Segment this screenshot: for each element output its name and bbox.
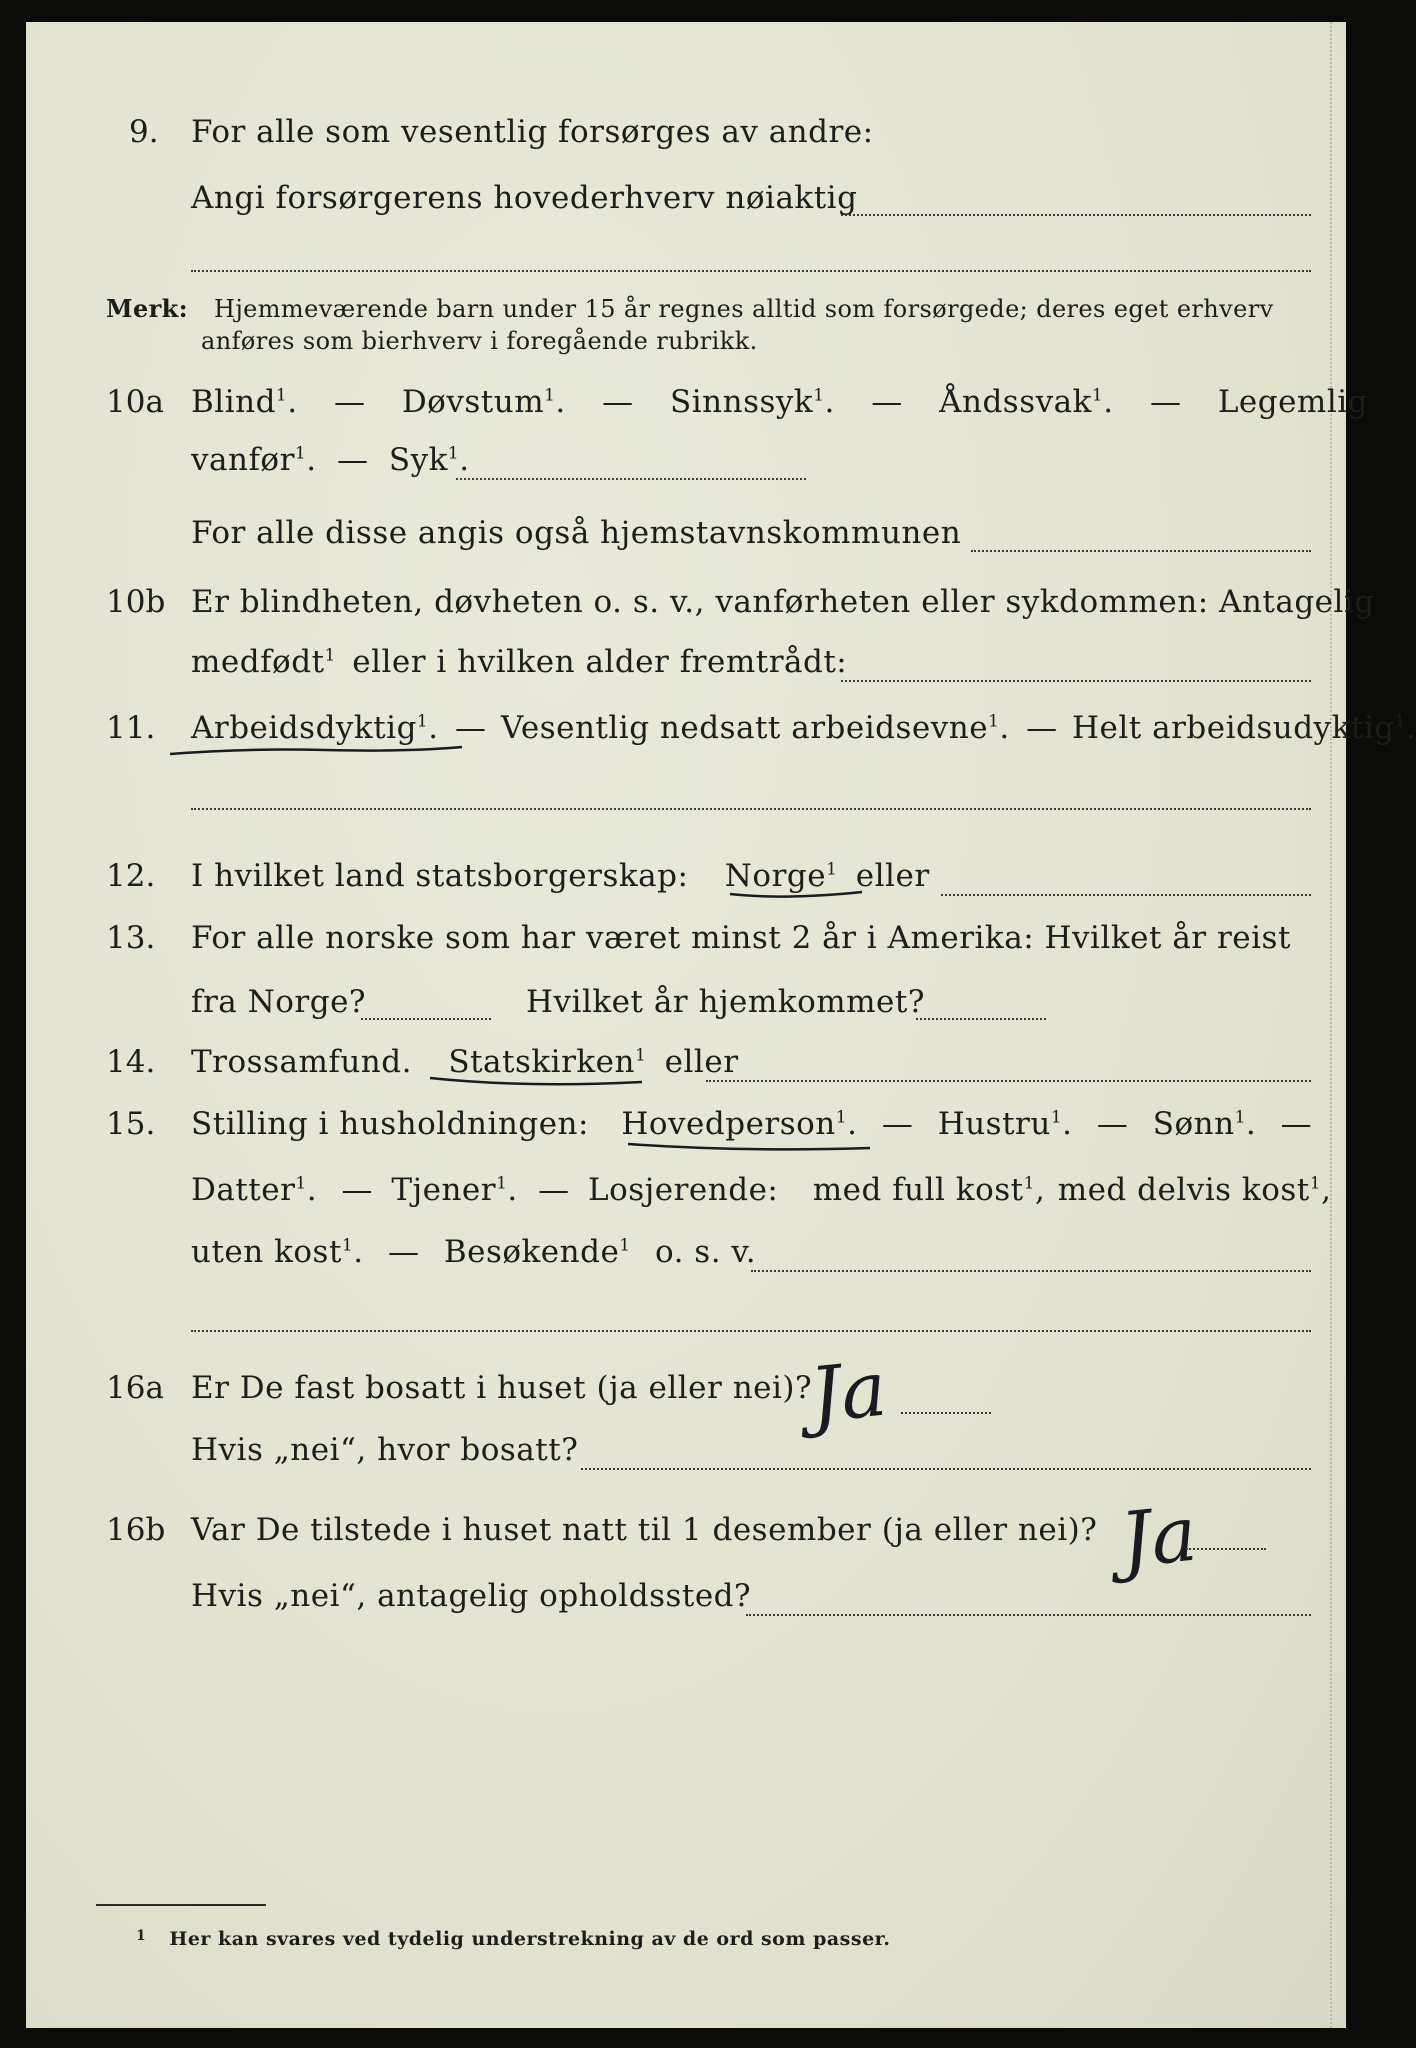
- q15-number: 15.: [106, 1106, 156, 1142]
- dash: —: [602, 384, 634, 420]
- q15-text: Stilling i husholdningen:: [191, 1106, 589, 1142]
- q12-answer-line[interactable]: [941, 894, 1311, 896]
- opt-delvis-kost[interactable]: med delvis kost: [1057, 1172, 1310, 1208]
- q15-answer-line-2[interactable]: [191, 1330, 1311, 1332]
- q9-line1: For alle som vesentlig forsørges av andre:: [191, 114, 874, 150]
- sup: 1: [619, 1235, 631, 1256]
- q10b-number: 10b: [106, 584, 166, 620]
- q14-handwritten-underline: [426, 1072, 646, 1094]
- opt-dovstum[interactable]: Døvstum: [401, 384, 545, 420]
- q12-handwritten-underline: [726, 884, 866, 904]
- q16b-answer-line[interactable]: [1186, 1548, 1266, 1550]
- q12-eller: eller: [855, 858, 930, 894]
- sup: 1: [988, 711, 1000, 732]
- dash: —: [1096, 1106, 1129, 1142]
- dash: —: [387, 1234, 420, 1270]
- opt-hovedperson[interactable]: Hovedperson: [621, 1106, 836, 1142]
- dash: —: [336, 442, 369, 478]
- footnote-text: Her kan svares ved tydelig understrekning av de ord som passer.: [169, 1928, 891, 1950]
- census-form-page: [26, 22, 1416, 2028]
- sup: 1: [544, 385, 556, 406]
- q13-line1: For alle norske som har været minst 2 år i Amerika: Hvilket år reist: [191, 920, 1291, 956]
- q14-eller: eller: [664, 1044, 739, 1080]
- dash: —: [333, 384, 366, 420]
- opt-tjener[interactable]: Tjener: [391, 1172, 497, 1208]
- q15-line1: Stilling i husholdningen: Hovedperson$^1$. — Hustru$^1$. — Sønn$^1$. —: [191, 1106, 1313, 1142]
- q9-answer-line[interactable]: [841, 214, 1311, 216]
- q12-text: I hvilket land statsborgerskap:: [191, 858, 689, 894]
- dash: —: [881, 1106, 914, 1142]
- q11-number: 11.: [106, 710, 156, 746]
- dash: —: [871, 384, 903, 420]
- footnote-rule: [96, 1904, 266, 1906]
- q10a-kommune-line[interactable]: [971, 550, 1311, 552]
- merk-text1: Hjemmeværende barn under 15 år regnes alltid som forsørgede; deres eget erhverv: [214, 295, 1274, 323]
- q16a-line2: Hvis „nei“, hvor bosatt?: [191, 1432, 579, 1468]
- opt-vesentlig-nedsatt[interactable]: Vesentlig nedsatt arbeidsevne: [500, 710, 989, 746]
- q11-line1: Arbeidsdyktig$^1$. — Vesentlig nedsatt arbeidsevne$^1$. — Helt arbeidsudyktig$^1$.: [191, 710, 1416, 746]
- q15-line2: Datter$^1$. — Tjener$^1$. — Losjerende: med full kost$^1$, med delvis kost$^1$,: [191, 1172, 1332, 1208]
- q16a-line1: Er De fast bosatt i huset (ja eller nei)?: [191, 1370, 813, 1406]
- opt-syk[interactable]: Syk: [388, 442, 448, 478]
- q16b-answer-text: Ja: [1116, 1488, 1201, 1586]
- dash: —: [538, 1172, 570, 1208]
- dash: —: [1026, 710, 1058, 746]
- sup: 1: [835, 1107, 848, 1128]
- sup: 1: [341, 1235, 354, 1256]
- opt-norge[interactable]: Norge: [724, 858, 827, 894]
- sup: 1: [416, 711, 429, 732]
- footnote-mark: 1: [136, 1928, 147, 1944]
- q9-number: 9.: [129, 114, 159, 150]
- dash: —: [1280, 1106, 1313, 1142]
- q10b-line2: [191, 644, 847, 680]
- opt-andssvak[interactable]: Åndssvak: [939, 384, 1092, 420]
- opt-sinnssyk[interactable]: Sinnssyk: [670, 384, 814, 420]
- sup: 1: [1309, 1173, 1322, 1194]
- opt-medfodt[interactable]: medfødt: [191, 644, 325, 680]
- q16a-number: 16a: [106, 1370, 164, 1406]
- q16a-handwritten-answer: [801, 1328, 911, 1458]
- opt-helt-arbeidsudyktig[interactable]: Helt arbeidsudyktig: [1071, 710, 1395, 746]
- q15-losjerende: Losjerende:: [588, 1172, 779, 1208]
- q10a-line2: vanfør$^1$. — Syk$^1$.: [191, 442, 470, 478]
- q13-fra-norge: fra Norge?: [191, 984, 367, 1020]
- q15-answer-line[interactable]: [751, 1270, 1311, 1272]
- merk-note-line2: anføres som bierhverv i foregående rubrikk.: [201, 327, 758, 355]
- q10b-line1: Er blindheten, døvheten o. s. v., vanførheten eller sykdommen: Antagelig: [191, 584, 1375, 620]
- q13-number: 13.: [106, 920, 156, 956]
- sup: 1: [826, 859, 838, 880]
- q9-answer-line-2[interactable]: [191, 270, 1311, 272]
- q13-hjem-line[interactable]: [916, 1018, 1046, 1020]
- q16a-answer-text: Ja: [805, 1343, 891, 1440]
- dash: —: [1149, 384, 1182, 420]
- q12-number: 12.: [106, 858, 156, 894]
- merk-label: Merk:: [106, 294, 188, 323]
- opt-full-kost[interactable]: med full kost: [812, 1172, 1024, 1208]
- sup: 1: [1394, 711, 1406, 732]
- opt-vanfor[interactable]: vanfør: [191, 442, 295, 478]
- sup: 1: [634, 1045, 647, 1066]
- opt-blind[interactable]: Blind: [191, 384, 276, 420]
- q10b-line2-rest: eller i hvilken alder fremtrådt:: [352, 644, 848, 680]
- opt-besokende[interactable]: Besøkende: [443, 1234, 620, 1270]
- perforated-edge: [1330, 22, 1332, 2028]
- q16b-line1: Var De tilstede i huset natt til 1 desember (ja eller nei)?: [191, 1512, 1098, 1548]
- q14-text: Trossamfund.: [191, 1044, 412, 1080]
- q10a-syk-line[interactable]: [456, 478, 806, 480]
- opt-statskirken[interactable]: Statskirken: [448, 1044, 635, 1080]
- sup: 1: [813, 385, 825, 406]
- dash: —: [454, 710, 487, 746]
- sup: 1: [295, 1173, 307, 1194]
- opt-uten-kost[interactable]: uten kost: [191, 1234, 342, 1270]
- sup: 1: [294, 443, 307, 464]
- sup: 1: [1234, 1107, 1246, 1128]
- q15-line3: uten kost$^1$. — Besøkende$^1$ o. s. v.: [191, 1234, 757, 1270]
- opt-hustru[interactable]: Hustru: [937, 1106, 1051, 1142]
- q10a-line3: For alle disse angis også hjemstavnskommunen: [191, 515, 962, 551]
- sup: 1: [1091, 385, 1104, 406]
- sup: 1: [496, 1173, 508, 1194]
- q16b-line2: Hvis „nei“, antagelig opholdssted?: [191, 1578, 752, 1614]
- q13-fra-line[interactable]: [361, 1018, 491, 1020]
- q9-line2: Angi forsørgerens hovederhverv nøiaktig: [191, 180, 858, 216]
- q10b-answer-line[interactable]: [841, 680, 1311, 682]
- q16b-handwritten-answer: [1111, 1470, 1261, 1600]
- sup: 1: [1023, 1173, 1035, 1194]
- q10a-number: 10a: [106, 384, 164, 420]
- opt-datter[interactable]: Datter: [191, 1172, 296, 1208]
- sup: 1: [1050, 1107, 1063, 1128]
- sup: 1: [447, 443, 460, 464]
- opt-sonn[interactable]: Sønn: [1152, 1106, 1235, 1142]
- dash: —: [341, 1172, 373, 1208]
- q14-number: 14.: [106, 1044, 156, 1080]
- sup: 1: [324, 645, 336, 666]
- opt-arbeidsdyktig[interactable]: Arbeidsdyktig: [191, 710, 417, 746]
- q16b-opholdssted-line[interactable]: [746, 1614, 1311, 1616]
- sup: 1: [275, 385, 288, 406]
- q13-hjemkommet: Hvilket år hjemkommet?: [526, 984, 925, 1020]
- opt-legemlig[interactable]: Legemlig: [1217, 384, 1369, 420]
- q15-handwritten-underline: [624, 1136, 874, 1158]
- q16b-number: 16b: [106, 1512, 166, 1548]
- footnote: [136, 1928, 891, 1950]
- q11-handwritten-underline: [166, 740, 466, 760]
- q16a-answer-line[interactable]: [901, 1412, 991, 1414]
- q10a-line1: Blind$^1$. — Døvstum$^1$. — Sinnssyk$^1$. — Åndssvak$^1$. — Legemlig: [191, 384, 1369, 420]
- q11-answer-line[interactable]: [191, 808, 1311, 810]
- q15-osv: o. s. v.: [654, 1234, 757, 1270]
- merk-note-line1: [106, 294, 1274, 323]
- q14-answer-line[interactable]: [706, 1080, 1311, 1082]
